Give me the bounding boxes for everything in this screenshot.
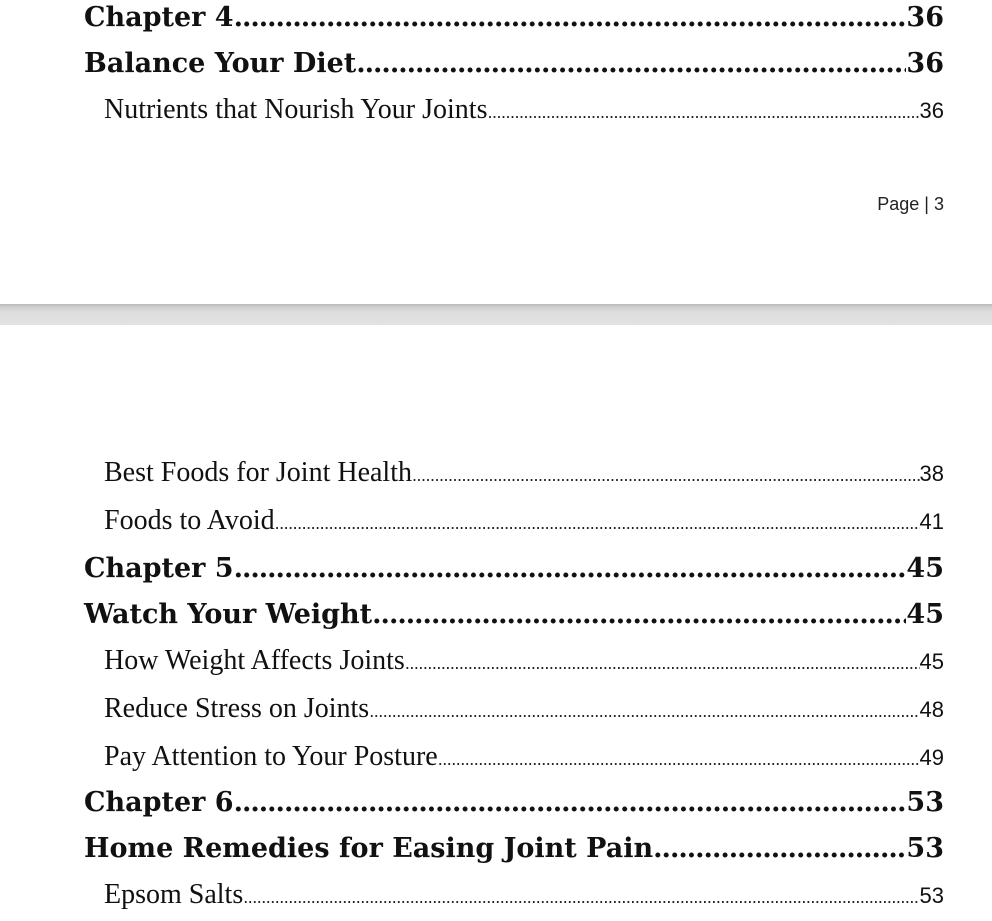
dot-leader [653, 833, 906, 864]
toc-entry-page-number: 53 [906, 787, 944, 818]
toc-entry-title: Epsom Salts [104, 879, 244, 910]
toc-entry-title: Home Remedies for Easing Joint Pain [84, 833, 654, 864]
dot-leader [412, 465, 920, 486]
toc-entry-title: Watch Your Weight [84, 599, 373, 630]
page-footer: Page | 3 [877, 194, 944, 214]
toc-entry-balance-your-diet[interactable] [84, 48, 944, 79]
dot-leader [438, 749, 920, 770]
dot-leader [243, 887, 919, 908]
dot-leader [234, 787, 907, 818]
toc-entry-title: Reduce Stress on Joints [104, 693, 370, 724]
toc-entry-chapter-4[interactable] [84, 2, 944, 33]
toc-entry-page-number: 45 [919, 649, 944, 674]
toc-entry-title: Chapter 5 [84, 553, 234, 584]
page-separator [0, 304, 992, 325]
toc-entry-title: Chapter 4 [84, 2, 234, 33]
toc-entry-page-number: 45 [906, 553, 944, 584]
toc-entry-page-number: 36 [906, 48, 944, 79]
toc-entry-title: Balance Your Diet [84, 48, 357, 79]
toc-entry-weight-affects-joints[interactable] [104, 645, 944, 677]
toc-entry-title: Chapter 6 [84, 787, 234, 818]
toc-entry-title: Pay Attention to Your Posture [104, 741, 438, 772]
toc-entry-posture[interactable] [104, 741, 944, 773]
toc-entry-foods-to-avoid[interactable] [104, 505, 944, 537]
dot-leader [234, 2, 907, 33]
toc-entry-title: Foods to Avoid [104, 505, 275, 536]
toc-entry-page-number: 36 [919, 98, 944, 123]
dot-leader [405, 653, 920, 674]
toc-entry-page-number: 45 [906, 599, 944, 630]
toc-entry-page-number: 49 [919, 745, 944, 770]
dot-leader [234, 553, 907, 584]
toc-entry-best-foods[interactable] [104, 457, 944, 489]
toc-entry-title: How Weight Affects Joints [104, 645, 405, 676]
toc-entry-page-number: 41 [919, 509, 944, 534]
toc-entry-page-number: 48 [919, 697, 944, 722]
dot-leader [275, 513, 920, 534]
document-page-3 [0, 0, 992, 304]
toc-entry-watch-your-weight[interactable] [84, 599, 944, 630]
toc-entry-chapter-5[interactable] [84, 553, 944, 584]
toc-entry-epsom-salts[interactable] [104, 879, 944, 911]
toc-entry-page-number: 36 [906, 2, 944, 33]
toc-entry-title: Nutrients that Nourish Your Joints [104, 94, 488, 125]
document-page-4 [0, 325, 992, 921]
toc-entry-home-remedies[interactable] [84, 833, 944, 864]
dot-leader [372, 599, 906, 630]
toc-entry-title: Best Foods for Joint Health [104, 457, 412, 488]
toc-entry-chapter-6[interactable] [84, 787, 944, 818]
toc-entry-nutrients-joints[interactable] [104, 94, 944, 126]
toc-entry-page-number: 53 [906, 833, 944, 864]
dot-leader [487, 102, 919, 123]
dot-leader [356, 48, 906, 79]
dot-leader [369, 701, 919, 722]
toc-entry-reduce-stress[interactable] [104, 693, 944, 725]
toc-entry-page-number: 53 [919, 883, 944, 908]
toc-entry-page-number: 38 [919, 461, 944, 486]
